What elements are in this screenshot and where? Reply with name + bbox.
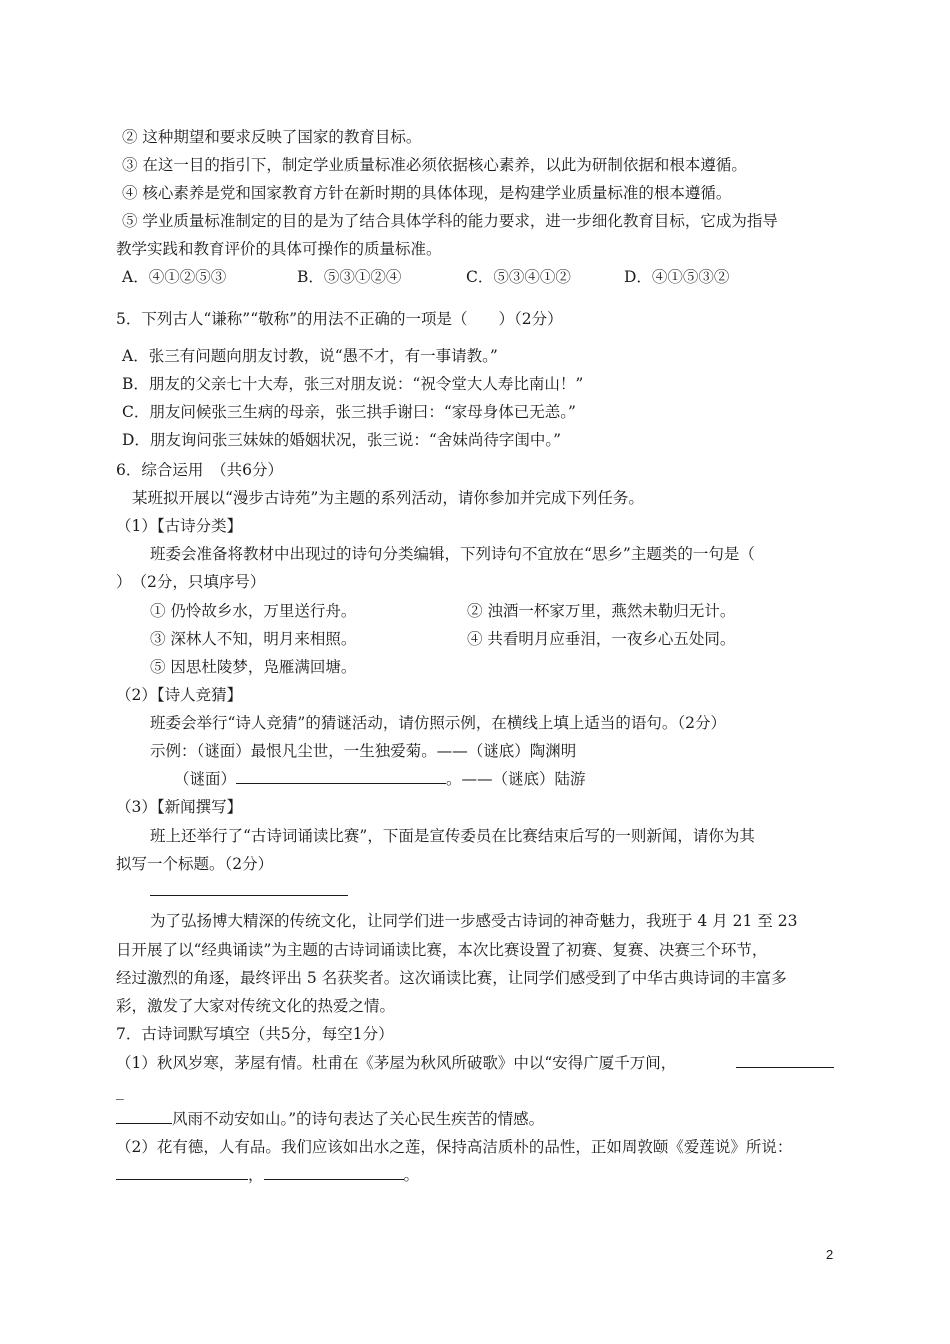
- q5-option-d: D．朋友询问张三妹妹的婚姻状况，张三说：“舍妹尚待字闺中。”: [122, 431, 562, 449]
- q4-option-b: B．⑤③①②④: [297, 268, 402, 286]
- q6-part2-answer-blank[interactable]: [236, 769, 446, 784]
- q7-part1-text: （1）秋风岁寒，茅屋有情。杜甫在《茅屋为秋风所破歌》中以“安得广厦千万间，: [116, 1054, 677, 1072]
- q6-part3-line1: 班上还举行了“古诗词诵读比赛”，下面是宣传委员在比赛结束后写的一则新闻，请你为其: [150, 827, 755, 845]
- q6-news-line1: 为了弘扬博大精深的传统文化，让同学们进一步感受古诗词的神奇魅力，我班于 4 月 21 至 23: [150, 912, 798, 930]
- q7-part1-line2: [116, 1109, 544, 1129]
- page-number: 2: [826, 1247, 834, 1262]
- q7-part2-comma: ，: [248, 1166, 264, 1184]
- q7-part1-dash: _: [116, 1082, 124, 1100]
- q6-stem: 6．综合运用 （共6分）: [116, 461, 283, 479]
- q6-part3-line2: 拟写一个标题。（2分）: [116, 855, 274, 873]
- q6-part2-line1: 班委会举行“诗人竞猜”的猜谜活动，请仿照示例，在横线上填上适当的语句。（2分）: [150, 714, 726, 732]
- q7-stem: 7．古诗词默写填空（共5分，每空1分）: [116, 1025, 394, 1043]
- q7-part2-line1: （2）花有德，人有品。我们应该如出水之莲，保持高洁质朴的品性，正如周敦颐《爱莲说》所说：: [116, 1138, 793, 1156]
- q5-stem: 5．下列古人“谦称”“敬称”的用法不正确的一项是（ ）（2分）: [116, 310, 563, 328]
- q7-part2-blank-2[interactable]: [264, 1165, 404, 1180]
- q7-part1-line1: [116, 1053, 676, 1073]
- q7-part1-blank-1a[interactable]: [736, 1067, 834, 1068]
- q7-part2-blank-1[interactable]: [116, 1165, 248, 1180]
- q5-option-c: C．朋友问候张三生病的母亲，张三拱手谢曰：“家母身体已无恙。”: [122, 403, 576, 421]
- q4-option-c: C．⑤③④①②: [466, 268, 571, 286]
- q7-part2-end: 。: [403, 1166, 420, 1184]
- q4-sentence-3: ③ 在这一目的指引下，制定学业质量标准必须依据核心素养，以此为研制依据和根本遵循。: [122, 156, 747, 174]
- q6-part1-item-2: ② 浊酒一杯家万里，燕然未勒归无计。: [467, 602, 736, 620]
- q6-part2-answer-prefix: （谜面）: [174, 770, 237, 788]
- q6-intro: 某班拟开展以“漫步古诗苑”为主题的系列活动，请你参加并完成下列任务。: [132, 489, 644, 507]
- q5-option-b: B．朋友的父亲七十大寿，张三对朋友说：“祝令堂大人寿比南山！”: [122, 375, 584, 393]
- q6-part3-title: （3）【新闻撰写】: [116, 798, 243, 816]
- q4-sentence-4: ④ 核心素养是党和国家教育方针在新时期的具体体现，是构建学业质量标准的根本遵循。: [122, 184, 732, 202]
- q7-part1-line2-text: 风雨不动安如山。”的诗句表达了关心民生疾苦的情感。: [172, 1110, 545, 1128]
- q4-option-d: D．④①⑤③②: [624, 268, 730, 286]
- q4-sentence-5-line1: ⑤ 学业质量标准制定的目的是为了结合具体学科的能力要求，进一步细化教育目标，它成为指导: [122, 212, 778, 230]
- q6-news-line3: 经过激烈的角逐，最终评出 5 名获奖者。这次诵读比赛，让同学们感受到了中华古典诗词的丰富多: [116, 969, 787, 987]
- q4-sentence-5-line2: 教学实践和教育评价的具体可操作的质量标准。: [116, 240, 442, 258]
- q6-part1-title: （1）【古诗分类】: [116, 517, 243, 535]
- q6-part1-line2: ） （2分，只填序号）: [116, 573, 266, 591]
- q6-part2-answer-suffix: 。——（谜底）陆游: [446, 770, 586, 788]
- q7-part1-blank-1b[interactable]: [116, 1109, 172, 1124]
- q6-news-line2: 日开展了以“经典诵读”为主题的古诗词诵读比赛，本次比赛设置了初赛、复赛、决赛三个环节，: [116, 941, 768, 959]
- q7-part2-line2: [116, 1165, 419, 1185]
- q6-part1-line1: 班委会准备将教材中出现过的诗句分类编辑，下列诗句不宜放在“思乡”主题类的一句是（: [150, 545, 755, 563]
- q6-part2-title: （2）【诗人竞猜】: [116, 686, 243, 704]
- q6-part3-title-blank[interactable]: [150, 895, 348, 896]
- q6-part2-answer-line: [174, 769, 586, 789]
- q6-news-line4: 彩，激发了大家对传统文化的热爱之情。: [116, 997, 396, 1015]
- q5-option-a: A．张三有问题向朋友讨教，说“愚不才，有一事请教。”: [122, 347, 498, 365]
- q6-part1-item-1: ① 仍怜故乡水，万里送行舟。: [150, 602, 357, 620]
- q4-sentence-2: ② 这种期望和要求反映了国家的教育目标。: [122, 128, 422, 146]
- q4-option-a: A．④①②⑤③: [122, 268, 227, 286]
- q6-part1-item-3: ③ 深林人不知，明月来相照。: [150, 630, 357, 648]
- q6-part1-item-4: ④ 共看明月应垂泪，一夜乡心五处同。: [467, 630, 736, 648]
- q6-part1-item-5: ⑤ 因思杜陵梦，凫雁满回塘。: [150, 658, 357, 676]
- q6-part2-example: 示例：（谜面）最恨凡尘世，一生独爱菊。——（谜底）陶渊明: [150, 742, 577, 760]
